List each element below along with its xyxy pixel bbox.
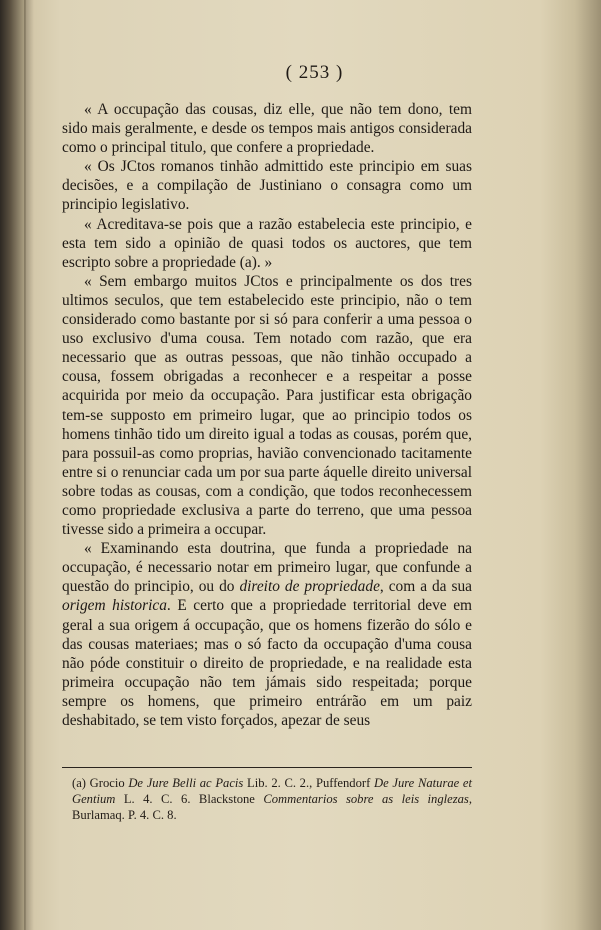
text-run: « Os JCtos romanos tinhão admittido este principio em suas decisões, e a compilação de Justiniano o consagra como um principio legislativo. xyxy=(62,158,472,214)
text-run: « Examinando esta doutrina, que funda a propriedade na occupação, é necessario notar em primeiro lugar, que confunde a questão do principio, ou do xyxy=(62,540,472,596)
text-run: « A occupação das cousas, diz elle, que não tem dono, tem sido mais geralmente, e desde os tempos mais antigos considerada como o principal titulo, que confere a propriedade. xyxy=(62,101,472,157)
paragraph xyxy=(62,272,472,539)
footnotes xyxy=(72,775,472,824)
text-run: Lib. 2. C. 2., Puffendorf xyxy=(243,776,374,790)
text-run: , Burlamaq. P. 4. C. 8. xyxy=(72,792,472,823)
text-run: « Acreditava-se pois que a razão estabelecia este principio, e esta tem sido a opinião de quasi todos os auctores, que tem escripto sobre a propriedade (a). » xyxy=(62,215,472,271)
italic-text-run: De Jure Naturae et Gentium xyxy=(72,776,472,807)
paragraph xyxy=(62,539,472,730)
italic-text-run: De Jure Belli ac Pacis xyxy=(128,776,244,790)
italic-text-run: direito de propriedade xyxy=(239,578,380,596)
page-number: ( 253 ) xyxy=(285,62,344,83)
footnote-divider xyxy=(62,767,472,768)
footnote xyxy=(72,775,472,824)
text-run: . E certo que a propriedade territorial deve em geral a sua origem á occupação, que os homens fizerão do sólo e das cousas materiaes; mas o só facto da occupação d'uma cousa não póde constituir o direito de propriedade, e na realidade esta primeira occupação não tem jámais sido respeitada; porque sempre os homens, que primeiro entrárão em um paiz deshabitado, se tem visto forçados, apezar de seus xyxy=(62,597,472,729)
text-run: L. 4. C. 6. Blackstone xyxy=(115,792,264,807)
gutter-shadow xyxy=(24,0,34,930)
italic-text-run: origem historica xyxy=(62,597,167,615)
italic-text-run: Commentarios sobre as leis inglezas xyxy=(263,792,469,807)
paragraph xyxy=(62,215,472,272)
paragraph xyxy=(62,157,472,214)
paragraph xyxy=(62,100,472,157)
body-text xyxy=(62,100,472,730)
text-run: (a) Grocio xyxy=(72,776,129,790)
book-spine-edge xyxy=(0,0,26,930)
text-run: « Sem embargo muitos JCtos e principalmente os dos tres ultimos seculos, que tem estabelecido este principio, não o tem considerado como bastante por si só para conferir a uma pessoa o uso exclusivo d'uma cousa. Tem notado com razão, que era necessario que as outras pessoas, que não tinhão occupado a cousa, fossem obrigadas a reconhecer e a respeitar a posse acquirida por meio da occupação. Para justificar esta obrigação tem-se supposto em primeiro lugar, que ao principio todos os homens tinhão tido um direito igual a todas as cousas, porém que, para possuil-as como proprias, havião convencionado tacitamente entre si o renunciar cada um por sua parte áquelle direito universal sobre todas as cousas, com a condição, que todos reconhecessem como propriedade exclusiva a parte do terreno, que uma pessoa tivesse sido a primeira a occupar. xyxy=(62,272,472,539)
text-run: , com a da sua xyxy=(379,578,472,596)
